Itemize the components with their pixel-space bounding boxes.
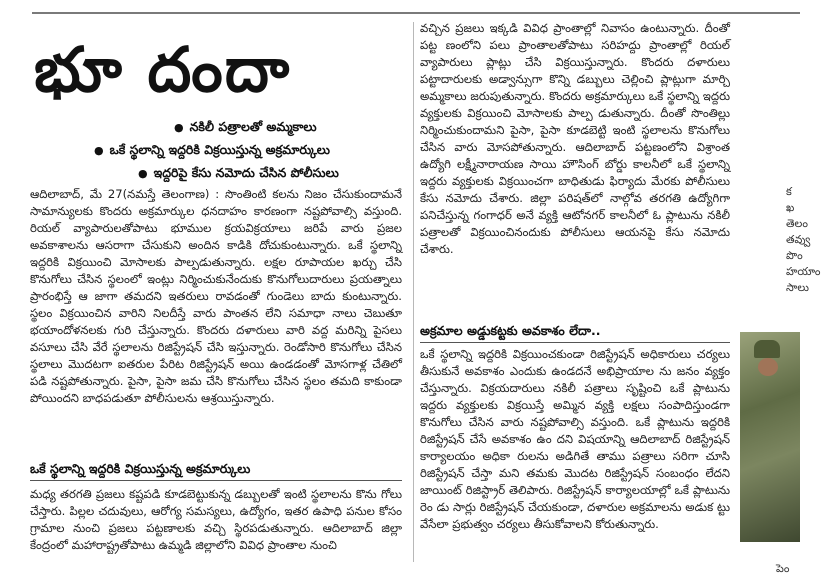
bullet-list [66, 116, 406, 185]
soldier-photo [740, 332, 800, 542]
headline: భూ దందా [34, 33, 292, 106]
bullet-point: ● నకిలీ పత్రాలతో అమ్మకాలు [66, 116, 406, 139]
right-column [420, 20, 735, 580]
bullet-point: ● ఇద్దరిపై కేసు నమోదు చేసిన పోలీసులు [66, 162, 406, 185]
photo-caption: పెం [776, 562, 790, 575]
body-paragraph: మధ్య తరగతి ప్రజలు కష్టపడి కూడబెట్టుకున్న డబ్బులతో ఇంటి స్థలాలను కొను గోలు చేస్తారు. పిల్లల చదువులు, ఆరోగ్య సమస్యలు, ఉద్యోగం, ఇతర ఉపాధి పనుల కోసం గ్రామాల నుంచి ప్రజలు పట్టణాలకు వచ్చి స్థిరపడుతున్నారు. ఆదిలాబాద్ జిల్లా కేంద్రంలో మహారాష్ట్రతోపాటు ఉమ్మడి జిల్లాలోని వివిధ ప్రాంతాల నుంచి [30, 487, 402, 552]
top-rule [32, 12, 800, 14]
neighbor-article-strip [740, 14, 821, 587]
neighbor-fragment: ఖ [786, 201, 795, 214]
neighbor-fragment: తవ్వు [786, 233, 811, 246]
neighbor-fragment: క [786, 185, 792, 198]
neighbor-text [786, 184, 821, 296]
subheading: ఒకే స్థలాన్ని ఇద్దరికి విక్రయిస్తున్న అక్రమార్కులు [30, 460, 402, 481]
body-paragraph: ఒకే స్థలాన్ని ఇద్దరికి విక్రయించకుండా రిజిస్ట్రేషన్ అధికారులు చర్యలు తీసుకునే అవకాశం ఎందుకు ఉండదనే అభిప్రాయాల ను జనం వ్యక్తం చేస్తున్నారు. విక్రయదారులు నకిలీ పత్రాలు సృష్టించి ఒకే ప్లాటును ఇద్దరు వ్యక్తులకు విక్రయిస్తే అమ్మిన వ్యక్తి లక్షలు సంపాదిస్తుండగా కొనుగోలు చేసిన వారు నష్టపోవాల్సి వస్తుంది. ఒకే ప్లాటును ఇద్దరికి రిజిస్ట్రేషన్ చేసే అవకాశం ఉం దని విషయాన్ని ఆదిలాబాద్ రిజిస్ట్రేషన్ కార్యాలయం అధికా రులను అడిగితే తాము పత్రాలు సరిగా చూసి రిజిస్ట్రేషన్ చేస్తా మని తమకు మొదట రిజిస్ట్రేషన్ సంబంధం లేదని జాయింట్ రిజిస్ట్రార్ తెలిపారు. రిజిస్ట్రేషన్ కార్యాలయాల్లో ఒకే ప్లాటును రెం డు సార్లు రిజిస్ట్రేషన్ చేయకుండా, దళారుల అక్రమాలను అడుక ట్టు వేసేలా ప్రభుత్వం చర్యలు తీసుకోవాలని కోరుతున్నారు. [420, 347, 730, 531]
neighbor-fragment: తెలం [786, 217, 808, 230]
body-paragraph: ఆదిలాబాద్, మే 27(నమస్తే తెలంగాణ) : సొంతింటి కలను నిజం చేసుకుందామనే సామాన్యులకు కొందరు అక్రమార్కుల ధనదాహం కారణంగా నష్టపోవాల్సి వస్తుంది. రియల్ వ్యాపారులతోపాటు భూముల క్రయవిక్రయాలు జరిపే వారు ప్రజల అవకాశాలను ఆసరాగా చేసుకుని అందిన కాడికి దోచుకుంటున్నారు. ఒకే స్థలాన్ని ఇద్దరికి విక్రయించి మోసాలకు పాల్పడుతున్నారు. లక్షల రూపాయల ఖర్చు చేసి కొనుగోలు చేసిన స్థలంలో ఇంట్లు నిర్మించుకునేందుకు కొనుగోలుదారులు ప్రయత్నాలు ప్రారంభిస్తే ఆ జాగా తమదని ఇతరులు రావడంతో గుండెలు బాదు కుంటున్నారు. స్థలం విక్రయించిన వారిని నిలదీస్తే వారు పాంతన లేని సమాధా నాలు చెబుతూ భయాందోళనలకు గురి చేస్తున్నారు. కొందరు దళారులు వారి వద్ద మరిన్ని పైసలు వసూలు చేసి వేరే స్థలాలను రిజిస్ట్రేషన్ చేసి ఇస్తున్నారు. రెండోసారి కొనుగోలు చేసిన స్థలాలు మొదటగా ఐతరుల పేరిట రిజిస్ట్రేషన్ అయి ఉండడంతో మోసగాళ్ల చేతిలో పడి నష్టపోతున్నారు. పైసా, పైసా జమ చేసి కొనుగోలు చేసిన స్థలం తమది కాకుండా పోయిందని బాధపడుతూ పోలీసులను ఆశ్రయిస్తున్నారు. [30, 187, 402, 405]
subheading: అక్రమాల అడ్డుకట్టకు అవకాశం లేదా.. [420, 322, 730, 343]
bullet-point: ● ఒకే స్థలాన్ని ఇద్దరికి విక్రయిస్తున్న అక్రమార్కులు [66, 139, 406, 162]
neighbor-fragment: హయాం [786, 265, 821, 278]
left-column [30, 20, 406, 580]
neighbor-fragment: సాలు [786, 281, 809, 294]
body-paragraph: వచ్చిన ప్రజలు ఇక్కడి వివిధ ప్రాంతాల్లో నివాసం ఉంటున్నారు. దీంతో పట్ట ణంలోని పలు ప్రాంతాలతోపాటు సరిహద్దు ప్రాంతాల్లో రియల్ వ్యాపారులు ప్లాట్లు చేసి విక్రయిస్తున్నారు. కొందరు దళారులు పట్టాదారులకు అడ్వాన్సుగా కొన్ని డబ్బులు చెల్లించి ప్లాట్లుగా మార్చి అమ్మకాలు జరుపుతున్నారు. కొందరు అక్రమార్కులు ఒకే స్థలాన్ని ఇద్దరు వ్యక్తులకు విక్రయించి మోసాలకు పాల్ప డుతున్నారు. దీంతో సొంతిల్లు నిర్మించుకుందామని పైసా, పైసా కూడబెట్టి ఇంటి స్థలాలను కొనుగోలు చేసిన వారు మోసపోతున్నారు. ఆదిలాబాద్ పట్టణంలోని విశ్రాంత ఉద్యోగి లక్ష్మీనారాయణ సాయి హౌసింగ్ బోర్డు కాలనీలో ఒకే స్థలాన్ని ఇద్దరు వ్యక్తులకు విక్రయించగా బాధితుడు ఫిర్యాదు మేరకు పోలీసులు కేసు నమోదు చేశారు. జిల్లా పరిషత్‌లో నాల్గోవ తరగతి ఉద్యోగిగా పనిచేస్తున్న గంగాధర్ అనే వ్యక్తి ఆటోనగర్ కాలనీలో ఓ ప్లాటును నకిలీ పత్రాలతో విక్రయించినందుకు పోలీసులు ఆయనపై కేసు నమోదు చేశారు. [420, 21, 730, 256]
column-divider [413, 22, 414, 562]
neighbor-fragment: పొం [786, 249, 803, 262]
